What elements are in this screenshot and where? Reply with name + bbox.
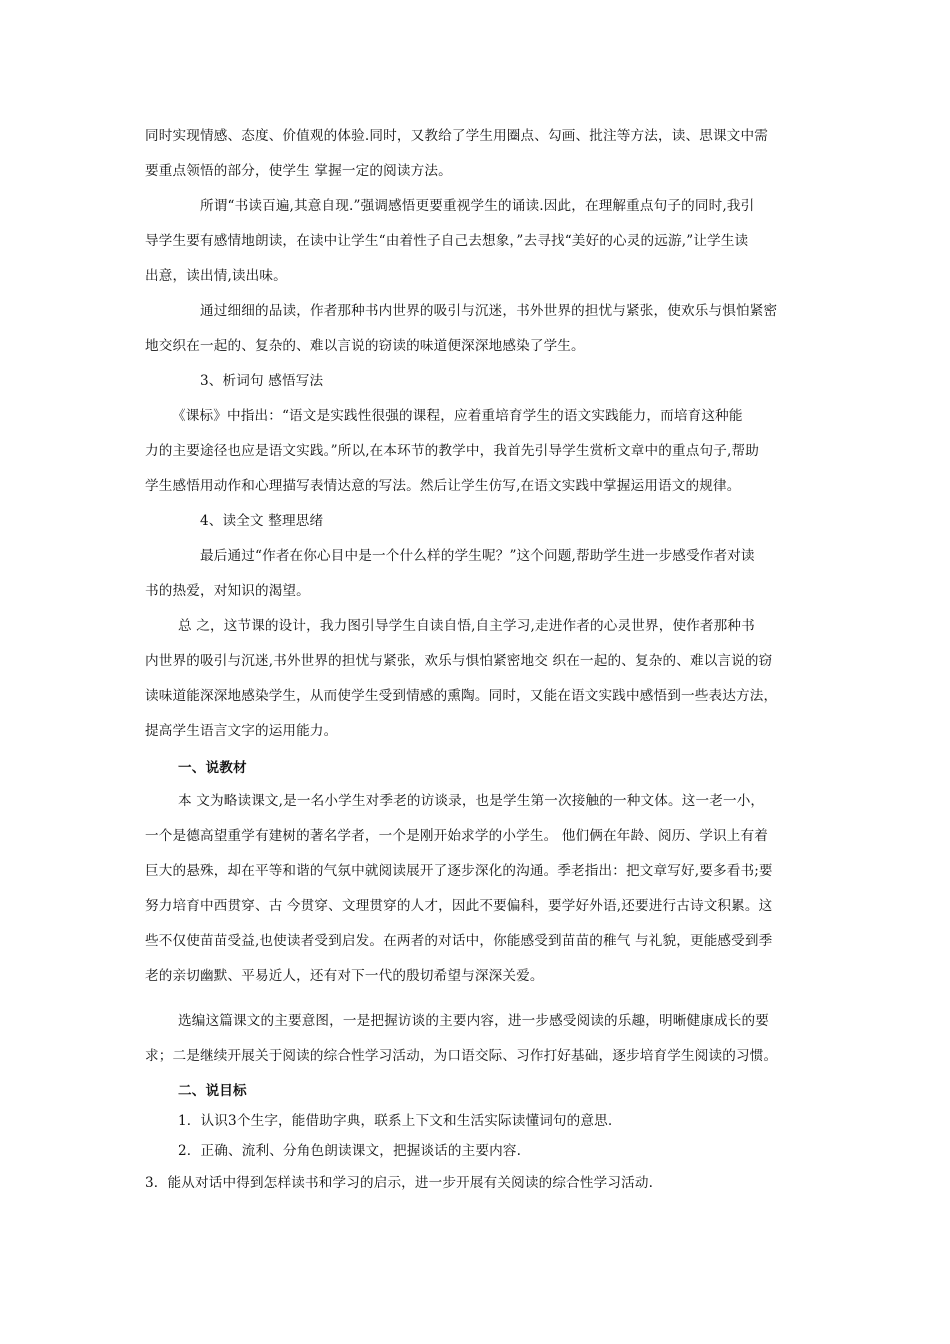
text-line: 读味道能深深地感染学生，从而使学生受到情感的熏陶。同时，又能在语文实践中感悟到一些表达方法， [145, 688, 778, 704]
text-line: 《课标》中指出：“语文是实践性很强的课程，应着重培育学生的语文实践能力，而培育这种能 [172, 408, 743, 424]
text-line: 地交织在一起的、复杂的、难以言说的窃读的味道便深深地感染了学生。 [145, 338, 585, 354]
list-item: 3．能从对话中得到怎样读书和学习的启示，进一步开展有关阅读的综合性学习活动. [145, 1175, 654, 1191]
text-line: 本 文为略读课文,是一名小学生对季老的访谈录，也是学生第一次接触的一种文体。这一老一小， [178, 793, 765, 809]
chapter-heading: 一、说教材 [178, 760, 247, 776]
text-line: 书的热爱，对知识的渴望。 [145, 583, 310, 599]
text-line: 学生感悟用动作和心理描写表情达意的写法。然后让学生仿写,在语文实践中掌握运用语文的规律。 [145, 478, 741, 494]
text-line: 老的亲切幽默、平易近人，还有对下一代的殷切希望与深深关爱。 [145, 968, 544, 984]
text-line: 要重点领悟的部分，使学生 掌握一定的阅读方法。 [145, 163, 452, 179]
text-line: 求；二是继续开展关于阅读的综合性学习活动，为口语交际、习作打好基础，逐步培育学生阅读的习惯。 [145, 1048, 778, 1064]
text-line: 同时实现情感、态度、价值观的体验.同时，又教给了学生用圈点、勾画、批注等方法，读、思课文中需 [145, 128, 768, 144]
text-line: 通过细细的品读，作者那种书内世界的吸引与沉迷，书外世界的担忧与紧张，使欢乐与惧怕紧密 [200, 303, 778, 319]
section-heading: 4、读全文 整理思绪 [200, 513, 324, 529]
text-line: 出意，读出情,读出味。 [145, 268, 287, 284]
text-line: 内世界的吸引与沉迷,书外世界的担忧与紧张，欢乐与惧怕紧密地交 织在一起的、复杂的、难以言说的窃 [145, 653, 773, 669]
section-heading: 3、析词句 感悟写法 [200, 373, 324, 389]
text-line: 巨大的悬殊，却在平等和谐的气氛中就阅读展开了逐步深化的沟通。季老指出：把文章写好,要多看书;要 [145, 863, 773, 879]
text-line: 力的主要途径也应是语文实践。”所以,在本环节的教学中，我首先引导学生赏析文章中的重点句子,帮助 [145, 443, 759, 459]
list-item: 2．正确、流利、分角色朗读课文，把握谈话的主要内容. [178, 1143, 522, 1159]
chapter-heading: 二、说目标 [178, 1083, 247, 1099]
text-line: 努力培育中西贯穿、古 今贯穿、文理贯穿的人才，因此不要偏科，要学好外语,还要进行古诗文积累。这 [145, 898, 773, 914]
text-line: 总 之，这节课的设计，我力图引导学生自读自悟,自主学习,走进作者的心灵世界，使作者那种书 [178, 618, 755, 634]
list-item: 1．认识3个生字，能借助字典，联系上下文和生活实际读懂词句的意思. [178, 1113, 613, 1129]
text-line: 所谓“书读百遍,其意自现.”强调感悟更要重视学生的诵读.因此，在理解重点句子的同时,我引 [200, 198, 755, 214]
text-line: 些不仅使苗苗受益,也使读者受到启发。在两者的对话中，你能感受到苗苗的稚气 与礼貌，更能感受到季 [145, 933, 773, 949]
text-line: 最后通过“作者在你心目中是一个什么样的学生呢？”这个问题,帮助学生进一步感受作者对读 [200, 548, 755, 564]
text-line: 导学生要有感情地朗读，在读中让学生“由着性子自己去想象，”去寻找“美好的心灵的远游,”让学生读 [145, 233, 749, 249]
text-line: 一个是德高望重学有建树的著名学者，一个是刚开始求学的小学生。 他们俩在年龄、阅历、学识上有着 [145, 828, 768, 844]
text-line: 选编这篇课文的主要意图，一是把握访谈的主要内容，进一步感受阅读的乐趣，明晰健康成长的要 [178, 1013, 769, 1029]
text-line: 提高学生语言文字的运用能力。 [145, 723, 338, 739]
